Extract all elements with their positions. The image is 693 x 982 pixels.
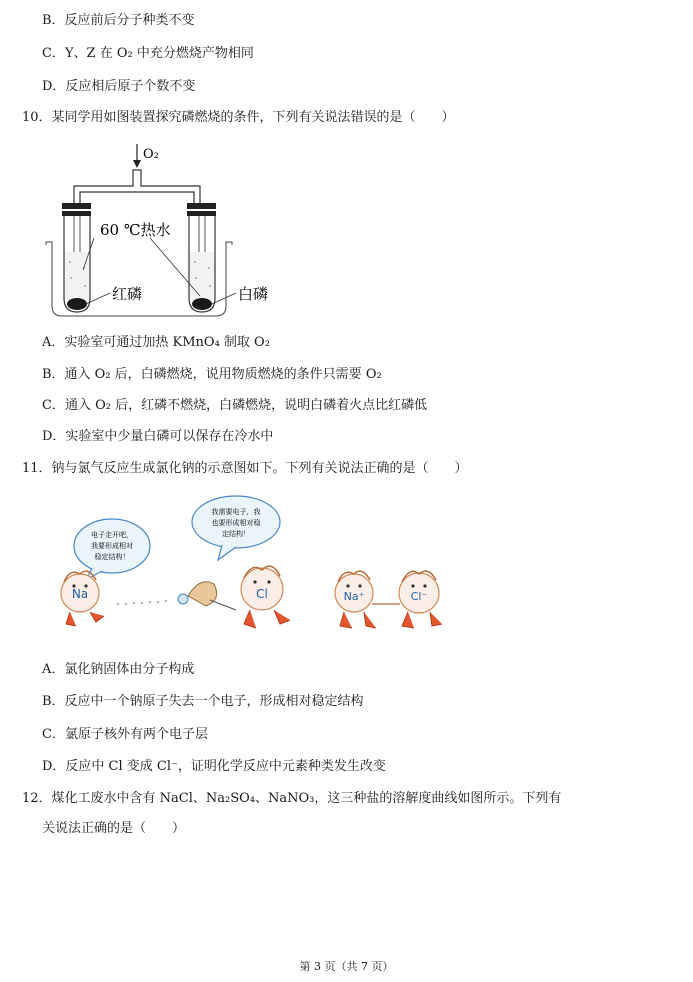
o2-label: O₂: [143, 147, 159, 162]
q9-option-c: C．Y、Z 在 O₂ 中充分燃烧产物相同: [42, 46, 254, 61]
q10-stem: 10．某同学用如图装置探究磷燃烧的条件，下列有关说法错误的是（ ）: [22, 110, 455, 125]
q11-stem: 11．钠与氯气反应生成氯化钠的示意图如下。下列有关说法正确的是（ ）: [22, 461, 468, 476]
svg-text:也要形成相对稳: 也要形成相对稳: [211, 519, 261, 527]
q12-stem-line2: 关说法正确的是（ ）: [42, 821, 186, 836]
svg-text:我要形成相对: 我要形成相对: [91, 542, 133, 550]
q10-option-d: D．实验室中少量白磷可以保存在冷水中: [42, 429, 274, 444]
svg-text:稳定结构！: 稳定结构！: [94, 553, 130, 561]
electron-icon: [178, 594, 188, 604]
page-footer: 第 3 页（共 7 页）: [299, 960, 394, 973]
cl-ion-character: [399, 571, 442, 628]
svg-text:定结构！: 定结构！: [222, 530, 250, 538]
q11-option-c: C．氯原子核外有两个电子层: [42, 727, 208, 742]
na-label: Na: [71, 587, 89, 601]
hot-water-label: 60 ℃热水: [100, 221, 171, 239]
na-ion-character: [335, 571, 376, 628]
cl-atom-character: [241, 566, 290, 628]
red-phosphorus-label: 红磷: [112, 285, 143, 303]
q10-option-b: B．通入 O₂ 后，白磷燃烧，说用物质燃烧的条件只需要 O₂: [42, 367, 382, 382]
white-phosphorus-label: 白磷: [238, 285, 269, 303]
q10-option-c: C．通入 O₂ 后，红磷不燃烧，白磷燃烧，说明白磷着火点比红磷低: [42, 398, 428, 413]
na-ion-label: Na⁺: [343, 590, 365, 603]
q12-stem-line1: 12．煤化工废水中含有 NaCl、Na₂SO₄、NaNO₃，这三种盐的溶解度曲线如图所示。下列有: [22, 791, 562, 806]
cl-label: Cl: [256, 587, 268, 601]
na-atom-character: [61, 571, 104, 626]
q9-option-d: D．反应相后原子个数不变: [42, 79, 196, 94]
svg-text:电子走开吧，: 电子走开吧，: [91, 531, 133, 539]
q11-option-d: D．反应中 Cl 变成 Cl⁻，证明化学反应中元素种类发生改变: [42, 759, 386, 774]
q9-option-b: B．反应前后分子种类不变: [42, 13, 195, 28]
svg-text:我需要电子，我: 我需要电子，我: [211, 508, 261, 516]
q11-option-a: A．氯化钠固体由分子构成: [42, 662, 195, 677]
q11-option-b: B．反应中一个钠原子失去一个电子，形成相对稳定结构: [42, 694, 364, 709]
cl-ion-label: Cl⁻: [410, 590, 428, 603]
electron-trail: [117, 600, 167, 605]
q10-option-a: A．实验室可通过加热 KMnO₄ 制取 O₂: [42, 335, 270, 350]
net-icon: [188, 582, 217, 606]
